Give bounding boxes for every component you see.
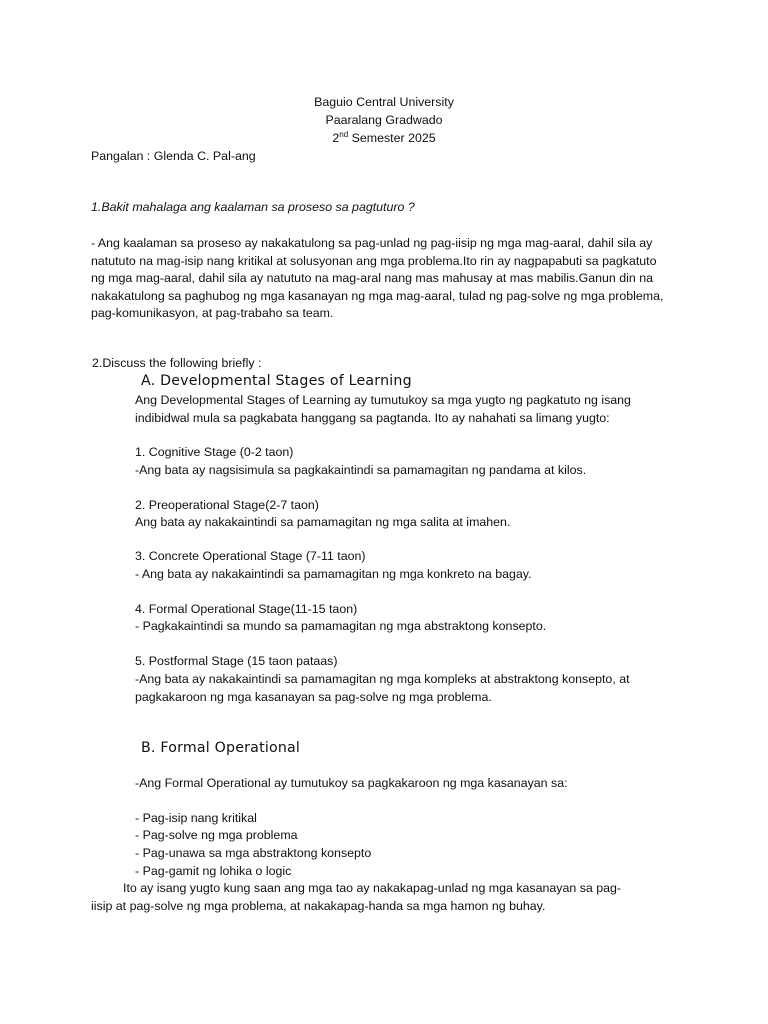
question-2: 2.Discuss the following briefly : [92, 356, 262, 370]
question-1: 1.Bakit mahalaga ang kaalaman sa proseso sa pagtuturo ? [91, 200, 415, 214]
stage-title: 2. Preoperational Stage(2-7 taon) [135, 498, 319, 512]
section-b-heading: B. Formal Operational [141, 740, 301, 756]
section-a-heading: A. Developmental Stages of Learning [141, 373, 412, 389]
semester-superscript: nd [339, 129, 349, 139]
stage-description: - Pagkakaintindi sa mundo sa pamamagitan ng mga abstraktong konsepto. [135, 619, 547, 633]
stage-description: -Ang bata ay nakakaintindi sa pamamagitan ng mga kompleks at abstraktong konsepto, at [135, 672, 630, 686]
answer-1-line: ng mga mag-aaral, dahil sila ay natututo na mag-aral nang mas mahusay at mas mabilis.Ganun din na [91, 271, 654, 285]
answer-1-line: pag-komunikasyon, at pag-trabaho sa team. [91, 306, 334, 320]
answer-1-line: - Ang kaalaman sa proseso ay nakakatulong sa pag-unlad ng pag-iisip ng mga mag-aaral, dahil sila ay [91, 236, 653, 250]
skill-bullet: - Pag-gamit ng lohika o logic [135, 864, 292, 878]
section-b-closing: Ito ay isang yugto kung saan ang mga tao ay nakakapag-unlad ng mga kasanayan sa pag- [123, 881, 622, 895]
section-a-intro: Ang Developmental Stages of Learning ay tumutukoy sa mga yugto ng pagkatuto ng isang [135, 393, 631, 407]
stage-description: pagkakaroon ng mga kasanayan sa pag-solve ng mga problema. [135, 690, 492, 704]
stage-title: 3. Concrete Operational Stage (7-11 taon) [135, 549, 366, 563]
stage-title: 5. Postformal Stage (15 taon pataas) [135, 654, 338, 668]
answer-1-line: natututo na mag-isip nang kritikal at solusyonan ang mga problema.Ito rin ay nagpapabuti sa pagkatuto [91, 254, 657, 268]
skill-bullet: - Pag-solve ng mga problema [135, 828, 298, 842]
section-b-intro: -Ang Formal Operational ay tumutukoy sa pagkakaroon ng mga kasanayan sa: [135, 776, 568, 790]
student-name: Pangalan : Glenda C. Pal-ang [91, 149, 256, 163]
stage-description: -Ang bata ay nagsisimula sa pagkakaintindi sa pamamagitan ng pandama at kilos. [135, 463, 587, 477]
stage-description: - Ang bata ay nakakaintindi sa pamamagitan ng mga konkreto na bagay. [135, 567, 532, 581]
skill-bullet: - Pag-isip nang kritikal [135, 811, 257, 825]
stage-description: Ang bata ay nakakaintindi sa pamamagitan ng mga salita at imahen. [135, 515, 511, 529]
stage-title: 4. Formal Operational Stage(11-15 taon) [135, 602, 358, 616]
section-a-intro: indibidwal mula sa pagkabata hanggang sa pagtanda. Ito ay nahahati sa limang yugto: [135, 411, 610, 425]
answer-1-line: nakakatulong sa paghubog ng mga kasanayan ng mga mag-aaral, tulad ng pag-solve ng mga problema, [91, 289, 664, 303]
stage-title: 1. Cognitive Stage (0-2 taon) [135, 445, 294, 459]
university-name: Baguio Central University [314, 95, 454, 109]
section-b-closing: iisip at pag-solve ng mga problema, at nakakapag-handa sa mga hamon ng buhay. [91, 899, 546, 913]
school-name: Paaralang Gradwado [325, 113, 443, 127]
skill-bullet: - Pag-unawa sa mga abstraktong konsepto [135, 846, 372, 860]
semester-line: 2nd Semester 2025 [332, 129, 436, 145]
